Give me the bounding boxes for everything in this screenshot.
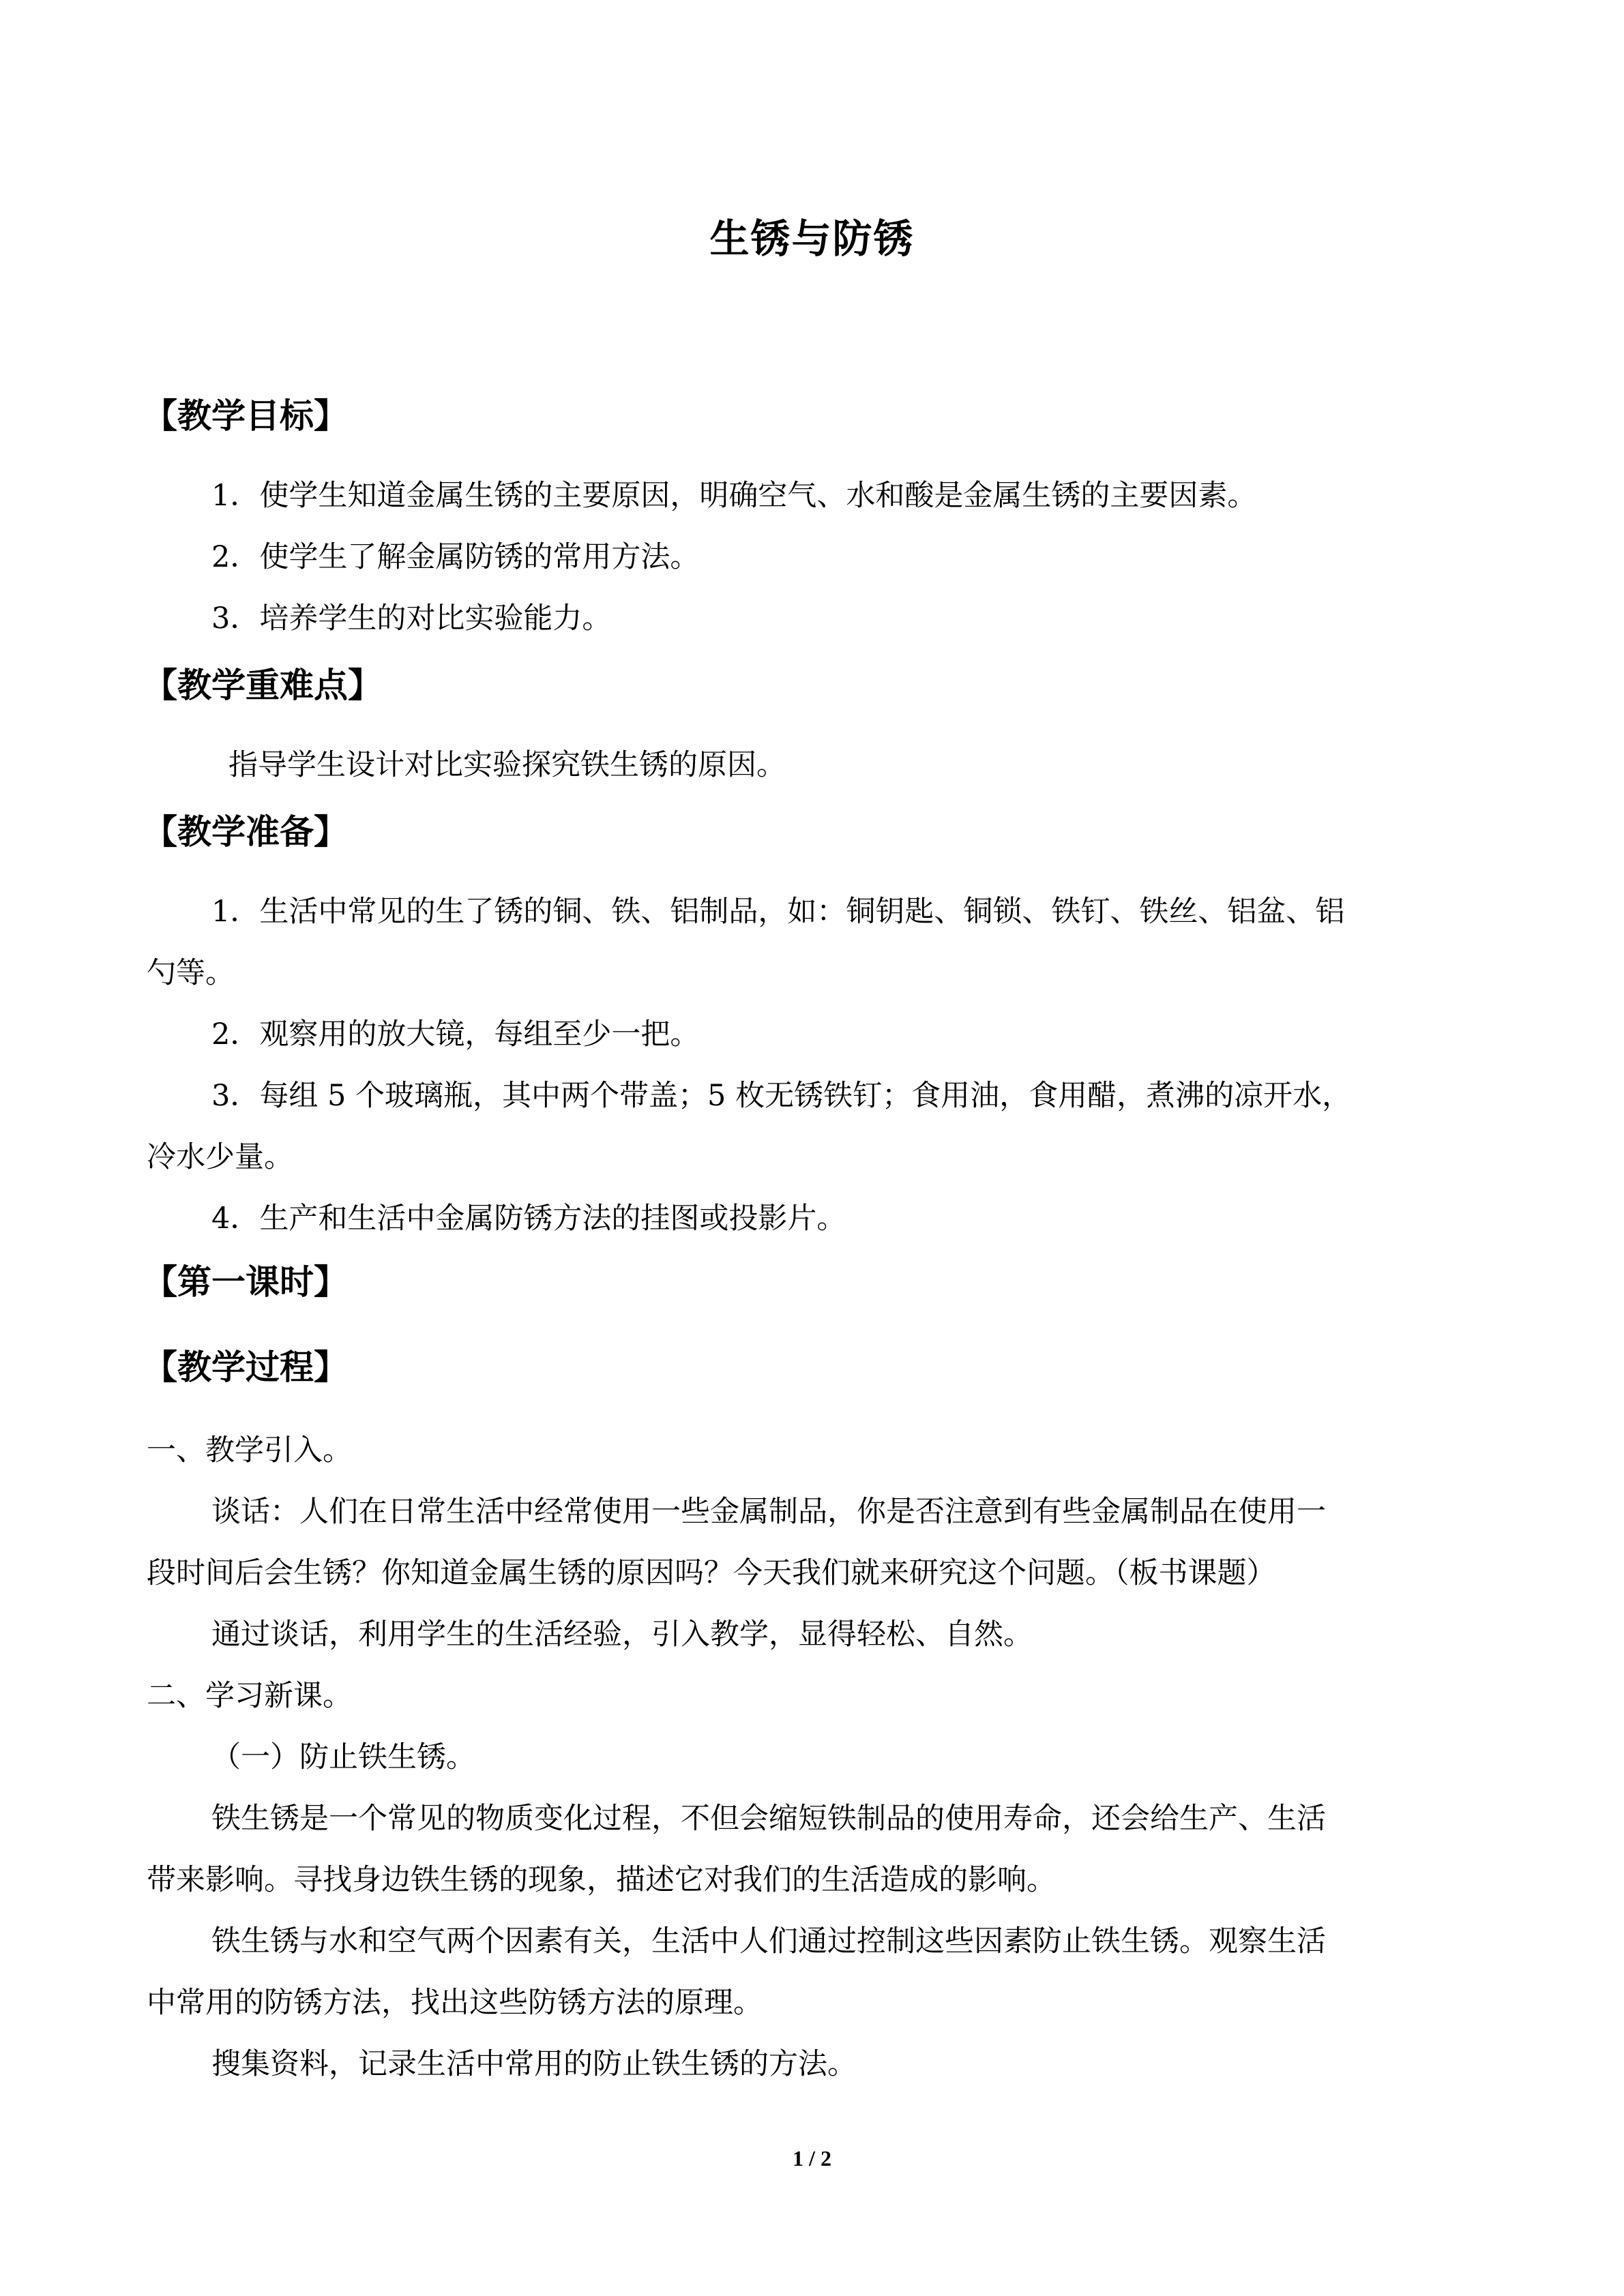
section-heading-first-lesson: 【第一课时】 [143,1262,348,1302]
process-part1-para2: 通过谈话，利用学生的生活经验，引入教学，显得轻松、自然。 [211,1617,1033,1652]
section-heading-objectives: 【教学目标】 [143,396,348,436]
preparation-item-3-line1: 3．每组 5 个玻璃瓶，其中两个带盖；5 枚无锈铁钉；食用油，食用醋，煮沸的凉开水， [211,1079,1352,1113]
preparation-item-3-line2: 冷水少量。 [147,1140,293,1174]
process-part2-subtitle: （一）防止铁生锈。 [211,1740,475,1774]
key-points-text: 指导学生设计对比实验探究铁生锈的原因。 [228,748,786,782]
preparation-item-1-line1: 1．生活中常见的生了锈的铜、铁、铝制品，如：铜钥匙、铜锁、铁钉、铁丝、铝盆、铝 [211,895,1345,929]
section-heading-process: 【教学过程】 [143,1347,348,1387]
objective-item-3: 3．培养学生的对比实验能力。 [211,601,612,636]
process-part1-title: 一、教学引入。 [147,1433,352,1467]
section-heading-key-points: 【教学重难点】 [143,666,382,705]
objective-item-2: 2．使学生了解金属防锈的常用方法。 [211,540,700,574]
preparation-item-1-line2: 勺等。 [147,956,235,990]
process-part2-para1-line2: 带来影响。寻找身边铁生锈的现象，描述它对我们的生活造成的影响。 [147,1863,1056,1897]
process-part2-para1-line1: 铁生锈是一个常见的物质变化过程，不但会缩短铁制品的使用寿命，还会给生产、生活 [211,1802,1326,1836]
process-part1-para1-line2: 段时间后会生锈？你知道金属生锈的原因吗？今天我们就来研究这个问题。（板书课题） [147,1556,1276,1590]
process-part2-title: 二、学习新课。 [147,1679,352,1713]
preparation-item-2: 2．观察用的放大镜，每组至少一把。 [211,1017,700,1052]
process-part2-para3: 搜集资料，记录生活中常用的防止铁生锈的方法。 [211,2047,857,2081]
process-part2-para2-line1: 铁生锈与水和空气两个因素有关，生活中人们通过控制这些因素防止铁生锈。观察生活 [211,1924,1326,1958]
preparation-item-4: 4．生产和生活中金属防锈方法的挂图或投影片。 [211,1202,846,1236]
process-part2-para2-line2: 中常用的防锈方法，找出这些防锈方法的原理。 [147,1986,763,2020]
process-part1-para1-line1: 谈话：人们在日常生活中经常使用一些金属制品，你是否注意到有些金属制品在使用一 [211,1495,1326,1529]
section-heading-preparation: 【教学准备】 [143,812,348,852]
objective-item-1: 1．使学生知道金属生锈的主要原因，明确空气、水和酸是金属生锈的主要因素。 [211,479,1257,513]
page-number: 1 / 2 [793,2146,831,2171]
page-title: 生锈与防锈 [709,215,915,262]
